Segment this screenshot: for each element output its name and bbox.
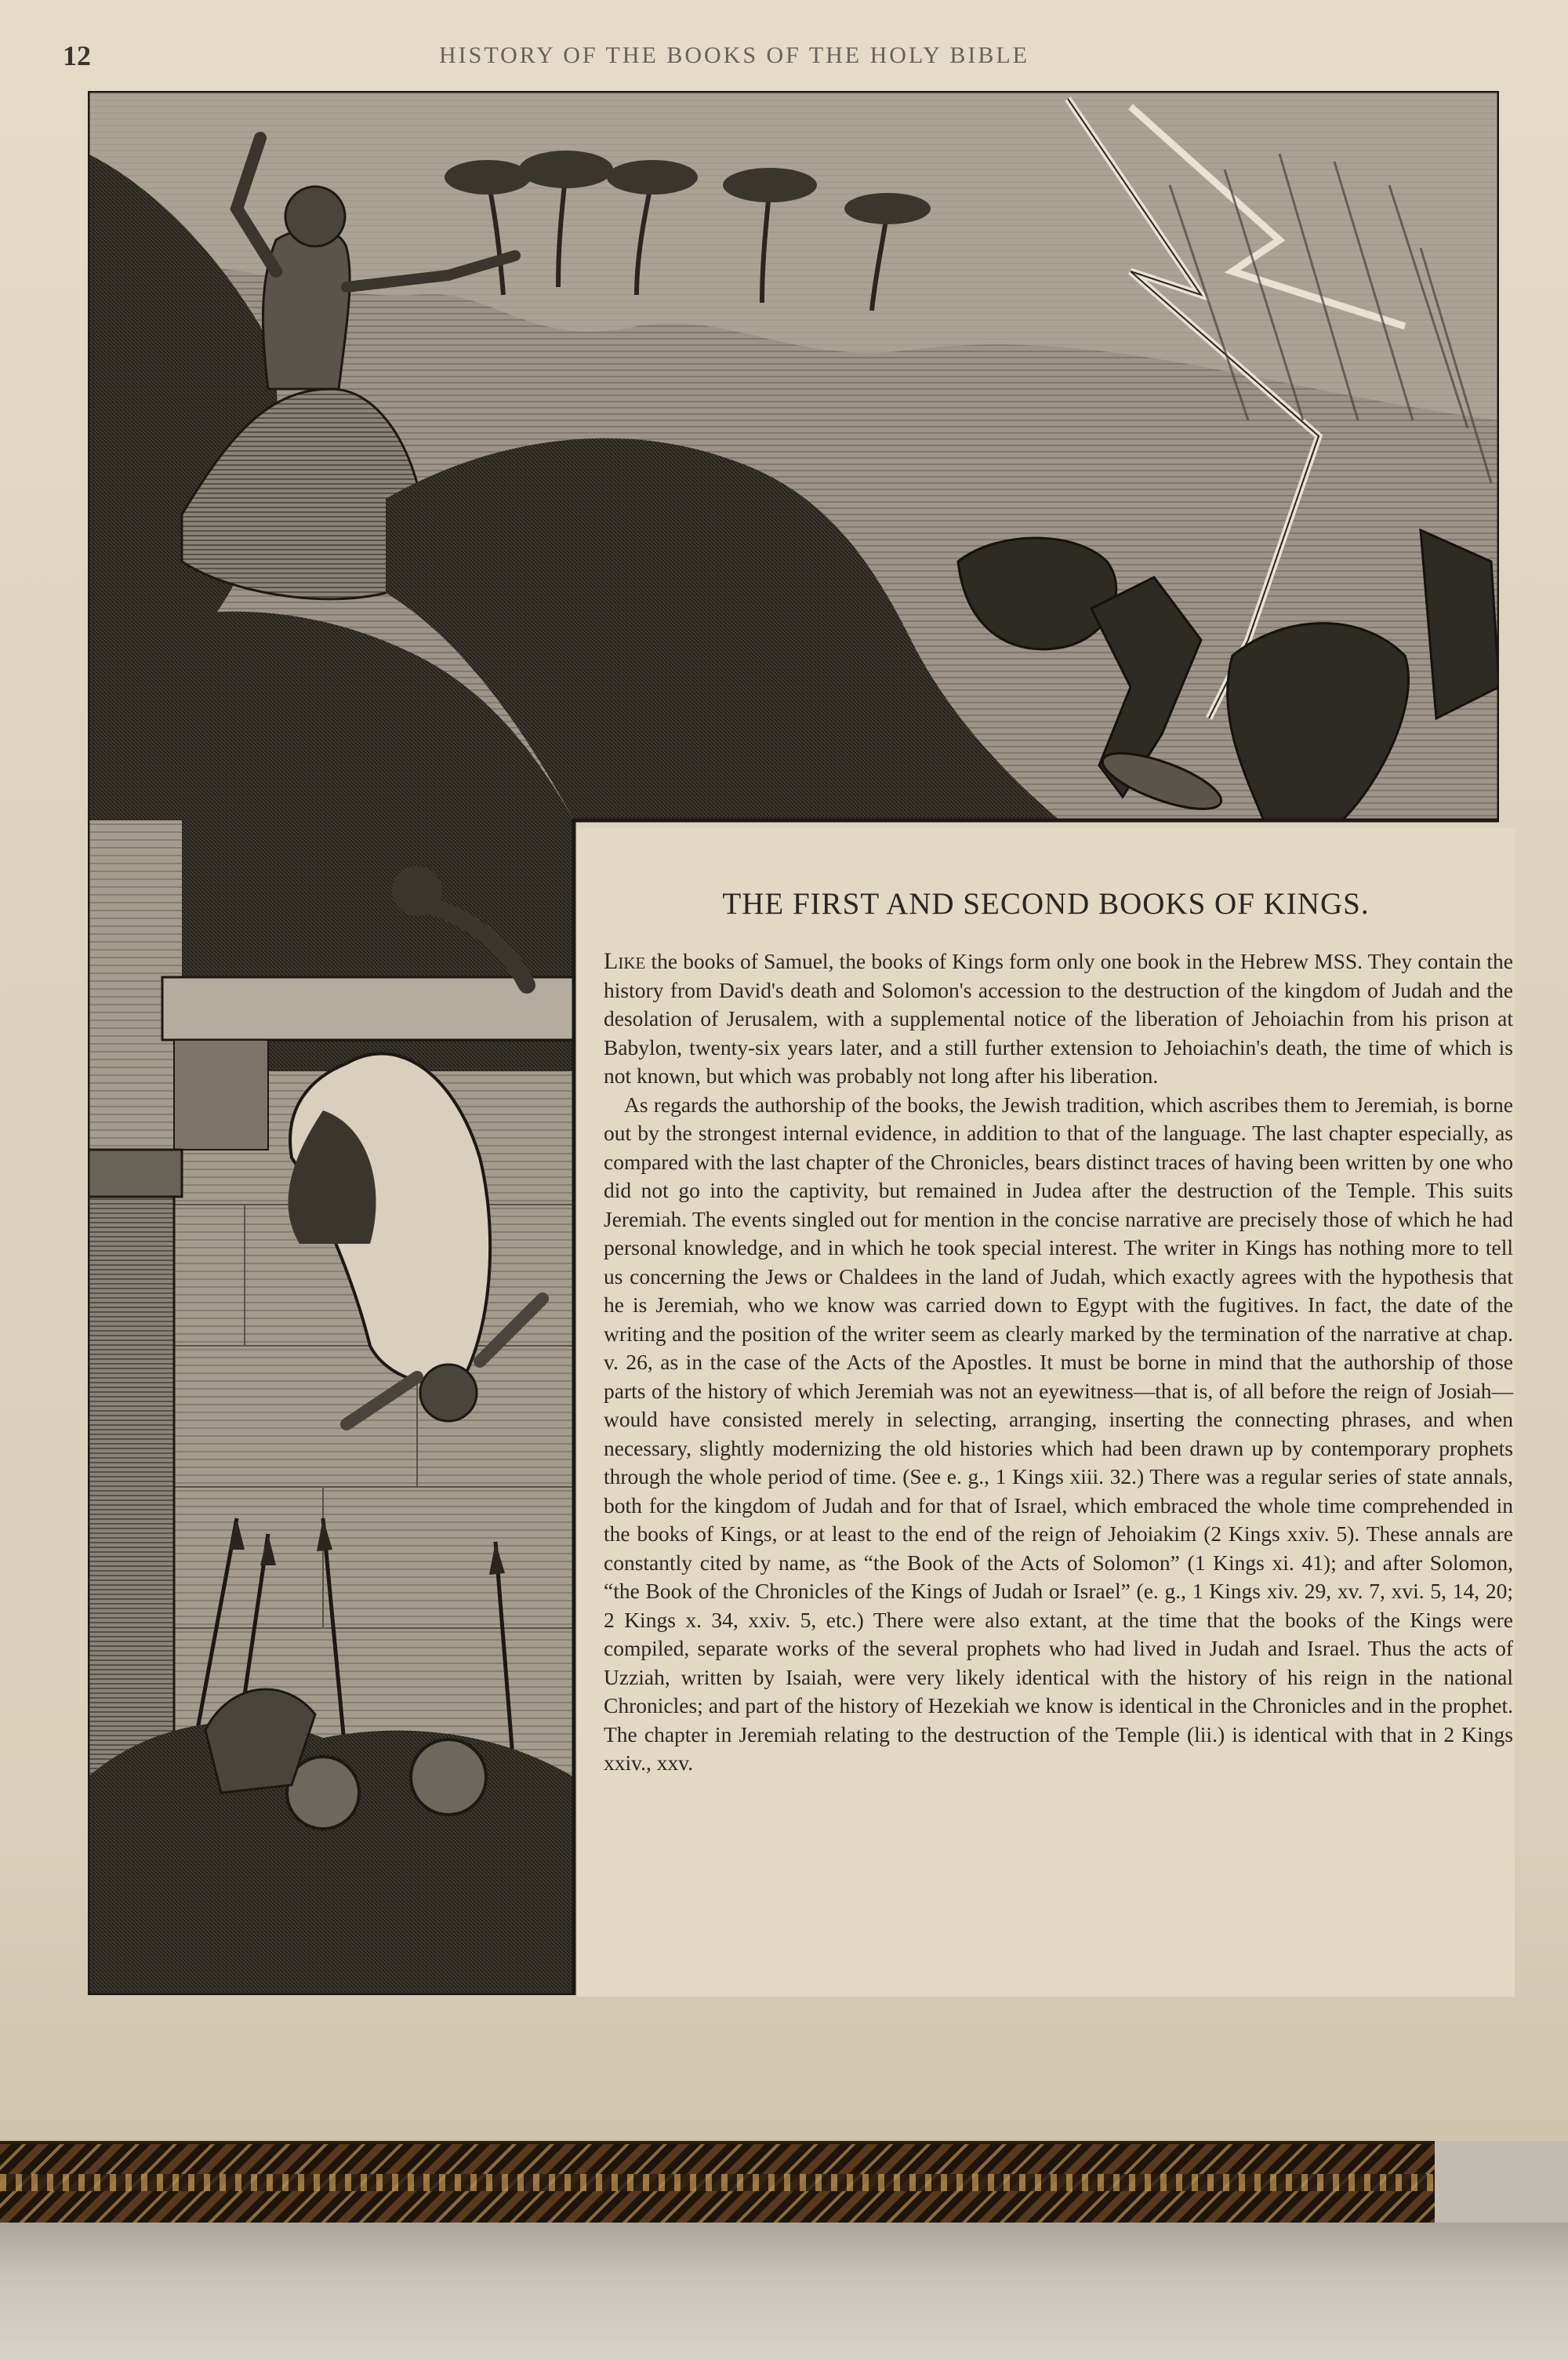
lead-word: Like [604,948,646,974]
paragraph-1 [604,947,1513,1091]
cover-border-decoration [0,2141,1435,2227]
chapter-text-block [577,828,1515,1997]
page-number: 12 [63,40,91,71]
running-head [0,39,1568,75]
paragraph-1-text: the books of Samuel, the books of Kings form only one book in the Hebrew MSS. They contain the history from David's death and Solomon's accession to the destruction of the kingdom of Judah and the desolation of Jerusalem, with a supplemental notice of the liberation of Jehoiachin from his prison at Babylon, twenty-six years later, and a still further extension to Jehoiachin's death, the time of which is not known, but which was probably not long after his liberation. [604,949,1513,1088]
running-head-title: HISTORY OF THE BOOKS OF THE HOLY BIBLE [439,42,1029,68]
chapter-body [604,947,1513,1778]
cover-edge [0,2223,1568,2359]
border-pattern [0,2174,1435,2191]
paragraph-2: As regards the authorship of the books, the Jewish tradition, which ascribes them to Jeremiah, is borne out by the strongest internal evidence, in addition to that of the language. The last chapter especially, as compared with the last chapter of the Chronicles, bears distinct traces of having been written by one who did not go into the captivity, but remained in Judea after the destruction of the Temple. This suits Jeremiah. The events singled out for mention in the concise narrative are precisely those of which he had personal knowledge, and in which he took special interest. The writer in Kings has nothing more to tell us concerning the Jews or Chaldees in the land of Judah, which exactly agrees with the hypothesis that he is Jeremiah, who we know was carried down to Egypt with the fugitives. In fact, the date of the writing and the position of the writer seem as clearly marked by the termination of the narrative at chap. v. 26, as in the case of the Acts of the Apostles. It must be borne in mind that the authorship of those parts of the history of which Jeremiah was not an eyewitness—that is, of all before the reign of Josiah—would have consisted merely in selecting, arranging, inserting the connecting phrases, and when necessary, slightly modernizing the old histories which had been drawn up by contemporary prophets through the whole period of time. (See e. g., 1 Kings xiii. 32.) There was a regular series of state annals, both for the kingdom of Judah and for that of Israel, which embraced the whole time comprehended in the books of Kings, or at least to the end of the reign of Jehoiakim (2 Kings xxiv. 5). These annals are constantly cited by name, as “the Book of the Acts of Solomon” (1 Kings xi. 41); and after Solomon, “the Book of the Chronicles of the Kings of Judah or Israel” (e. g., 1 Kings xiv. 29, xv. 7, xvi. 5, 14, 20; 2 Kings x. 34, xxiv. 5, etc.) There were also extant, at the time that the books of the Kings were compiled, separate works of the several prophets who had lived in Judah and Israel. Thus the acts of Uzziah, written by Isaiah, were very likely identical with the history of his reign in the national Chronicles; and part of the history of Hezekiah we know is identical in the Chronicles and in the prophet. The chapter in Jeremiah relating to the destruction of the Temple (lii.) is identical with that in 2 Kings xxiv., xxv. [604,1092,1513,1775]
chapter-title: THE FIRST AND SECOND BOOKS OF KINGS. [722,887,1370,921]
